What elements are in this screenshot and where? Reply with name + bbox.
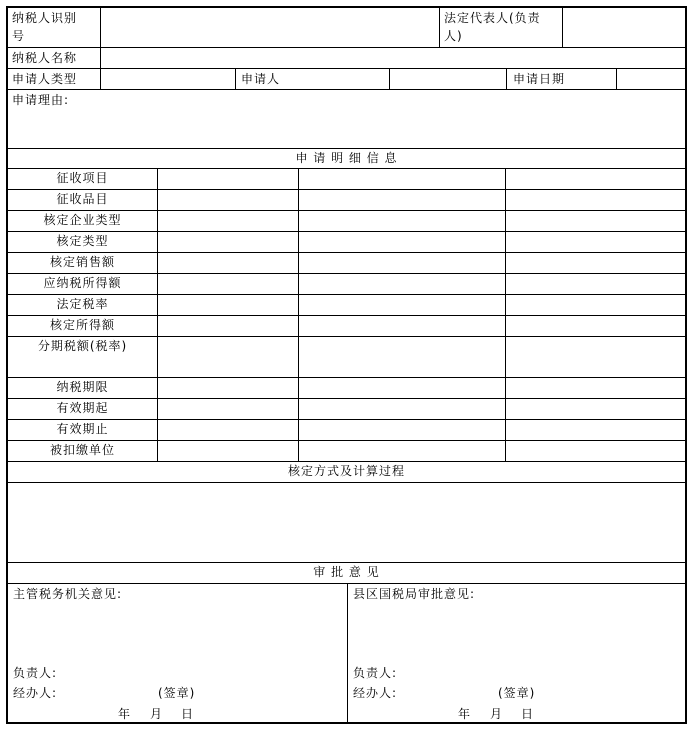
tax-authority-opinion-field[interactable] [8,603,346,663]
detail-row-cell-3[interactable] [506,253,685,273]
detail-row-cell-2[interactable] [299,169,505,189]
right-day-label: 日 [521,707,535,721]
detail-row-cell-2[interactable] [299,378,505,398]
detail-row-label: 核定所得额 [49,318,115,332]
taxpayer-name-field[interactable] [101,48,685,68]
detail-row-cell-2[interactable] [299,441,505,461]
reason-label: 申请理由: [12,93,70,107]
detail-row-cell-3[interactable] [506,441,685,461]
detail-row-label: 分期税额(税率) [37,339,128,353]
detail-row-cell-2[interactable] [299,337,505,377]
detail-row-cell-1[interactable] [158,169,298,189]
right-handler-label: 经办人: [353,686,398,700]
tax-authority-opinion-label: 主管税务机关意见: [13,587,123,601]
detail-row-cell-3[interactable] [506,420,685,440]
detail-row-cell-1[interactable] [158,211,298,231]
county-bureau-opinion-label: 县区国税局审批意见: [353,587,476,601]
details-section-title: 申 请 明 细 信 息 [295,151,398,165]
detail-row-cell-2[interactable] [299,232,505,252]
detail-row-label: 有效期止 [56,422,109,436]
left-year-label: 年 [118,707,132,721]
right-seal-label: (签章) [498,686,536,700]
detail-row-cell-3[interactable] [506,190,685,210]
detail-row-cell-3[interactable] [506,169,685,189]
detail-row-label: 纳税期限 [56,380,109,394]
detail-row-cell-3[interactable] [506,295,685,315]
left-handler-label: 经办人: [13,686,58,700]
detail-row-cell-2[interactable] [299,211,505,231]
detail-row-cell-1[interactable] [158,316,298,336]
applicant-label: 申请人 [241,72,281,86]
col-divider [235,68,236,89]
detail-row-cell-3[interactable] [506,274,685,294]
method-field[interactable] [8,483,685,562]
left-responsible-label: 负责人: [13,666,58,680]
right-year-label: 年 [458,707,472,721]
left-seal-label: (签章) [158,686,196,700]
detail-row-cell-1[interactable] [158,274,298,294]
detail-row-label: 应纳税所得额 [43,276,122,290]
detail-row-cell-3[interactable] [506,316,685,336]
detail-row-label: 征收项目 [56,171,109,185]
apply-date-field[interactable] [617,69,685,89]
detail-row-cell-1[interactable] [158,253,298,273]
row-divider [6,89,687,90]
left-day-label: 日 [181,707,195,721]
detail-row-cell-2[interactable] [299,316,505,336]
detail-row-cell-2[interactable] [299,420,505,440]
apply-date-label: 申请日期 [513,72,566,86]
detail-row-cell-3[interactable] [506,232,685,252]
right-month-label: 月 [490,707,504,721]
detail-row-cell-1[interactable] [158,295,298,315]
detail-row-cell-3[interactable] [506,399,685,419]
detail-row-cell-3[interactable] [506,211,685,231]
detail-row-label: 有效期起 [56,401,109,415]
detail-row-cell-2[interactable] [299,295,505,315]
detail-row-label: 法定税率 [56,297,109,311]
detail-row-cell-1[interactable] [158,441,298,461]
right-responsible-label: 负责人: [353,666,398,680]
detail-row-label: 核定类型 [56,234,109,248]
approval-section-title: 审 批 意 见 [313,565,380,579]
detail-row-label: 核定销售额 [49,255,115,269]
method-section-title: 核定方式及计算过程 [287,464,405,478]
detail-row-cell-1[interactable] [158,399,298,419]
detail-row-cell-1[interactable] [158,232,298,252]
taxpayer-id-field[interactable] [101,8,439,47]
detail-row-cell-2[interactable] [299,190,505,210]
col-divider [439,6,440,47]
applicant-field[interactable] [390,69,506,89]
detail-row-cell-2[interactable] [299,274,505,294]
detail-row-cell-3[interactable] [506,378,685,398]
taxpayer-name-label: 纳税人名称 [12,51,78,65]
detail-row-cell-1[interactable] [158,420,298,440]
county-bureau-opinion-field[interactable] [348,603,685,663]
detail-row-label: 征收品目 [56,192,109,206]
detail-row-label: 核定企业类型 [43,213,122,227]
detail-row-cell-1[interactable] [158,337,298,377]
applicant-type-label: 申请人类型 [12,72,78,86]
legal-rep-field[interactable] [563,8,685,47]
left-month-label: 月 [150,707,164,721]
legal-rep-label: 法定代表人(负责 人) [444,11,541,43]
detail-row-cell-3[interactable] [506,337,685,377]
applicant-type-field[interactable] [101,69,235,89]
detail-row-cell-1[interactable] [158,190,298,210]
detail-row-cell-1[interactable] [158,378,298,398]
col-divider [506,68,507,89]
taxpayer-id-label: 纳税人识别 号 [12,11,78,43]
detail-row-label: 被扣缴单位 [49,443,115,457]
reason-field[interactable] [8,108,685,148]
detail-row-cell-2[interactable] [299,399,505,419]
detail-row-cell-2[interactable] [299,253,505,273]
